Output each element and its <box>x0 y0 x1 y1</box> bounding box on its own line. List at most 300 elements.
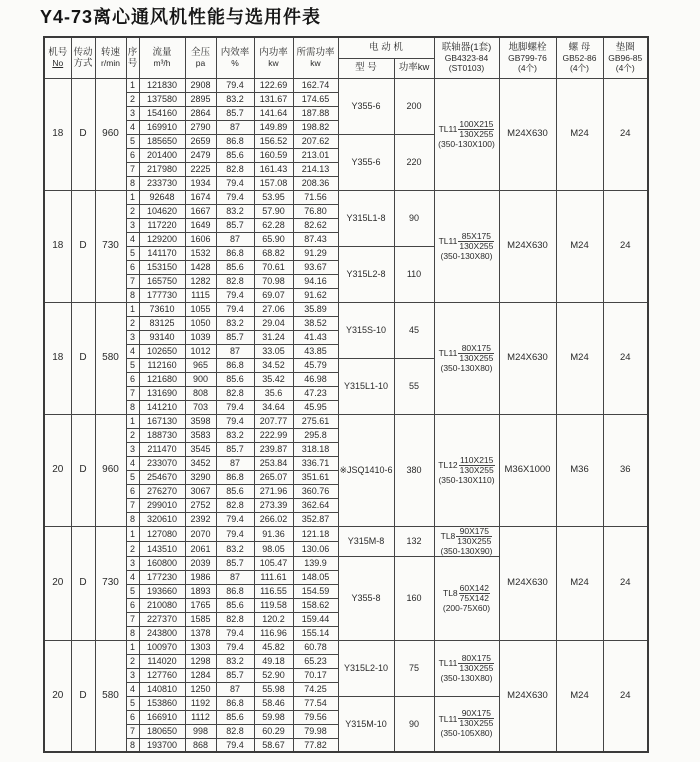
efficiency-cell: 85.7 <box>216 668 254 682</box>
header-inner-power-sub: kw <box>268 58 279 69</box>
machine-no-cell: 18 <box>44 78 71 190</box>
inner-power-cell: 271.96 <box>254 484 293 498</box>
seq-cell: 1 <box>126 414 139 428</box>
pressure-cell: 1050 <box>185 316 216 330</box>
header-seq <box>126 37 139 78</box>
header-efficiency-sub: % <box>231 58 239 69</box>
machine-no-cell: 18 <box>44 190 71 302</box>
pressure-cell: 3598 <box>185 414 216 428</box>
flow-cell: 166910 <box>139 710 185 724</box>
flow-cell: 129200 <box>139 232 185 246</box>
flow-cell: 254670 <box>139 470 185 484</box>
flow-cell: 188730 <box>139 428 185 442</box>
coupling-size-top: 80X175 <box>458 344 494 354</box>
pressure-cell: 1378 <box>185 626 216 640</box>
inner-power-cell: 70.98 <box>254 274 293 288</box>
flow-cell: 243800 <box>139 626 185 640</box>
required-power-cell: 352.87 <box>293 512 338 526</box>
required-power-cell: 148.05 <box>293 570 338 584</box>
pressure-cell: 2061 <box>185 541 216 556</box>
coupling-spec <box>435 456 499 475</box>
seq-cell: 5 <box>126 134 139 148</box>
pressure-cell: 1674 <box>185 190 216 204</box>
inner-power-cell: 161.43 <box>254 162 293 176</box>
efficiency-cell: 79.4 <box>216 176 254 190</box>
pressure-cell: 1428 <box>185 260 216 274</box>
coupling-size-top: 60X142 <box>459 582 489 593</box>
efficiency-cell: 87 <box>216 232 254 246</box>
inner-power-cell: 52.90 <box>254 668 293 682</box>
header-required-power-cn: 所需功率 <box>296 47 335 59</box>
inner-power-cell: 68.82 <box>254 246 293 260</box>
flow-cell: 92648 <box>139 190 185 204</box>
flow-cell: 227370 <box>139 612 185 626</box>
nut-cell: M24 <box>556 526 603 640</box>
pressure-cell: 1649 <box>185 218 216 232</box>
coupling-size-bottom: 130X255 <box>459 352 494 363</box>
header-washer-qty: (4个) <box>615 63 635 74</box>
flow-cell: 117220 <box>139 218 185 232</box>
header-motor: 电 动 机 <box>338 37 434 58</box>
flow-cell: 177230 <box>139 570 185 584</box>
nut-cell: M24 <box>556 302 603 414</box>
header-nut-cn: 螺 母 <box>568 42 591 54</box>
header-nut <box>556 37 603 78</box>
required-power-cell: 91.62 <box>293 288 338 302</box>
pressure-cell: 1585 <box>185 612 216 626</box>
inner-power-cell: 156.52 <box>254 134 293 148</box>
efficiency-cell: 79.4 <box>216 78 254 92</box>
coupling-cell <box>434 526 499 556</box>
required-power-cell: 74.25 <box>293 682 338 696</box>
flow-cell: 143510 <box>139 541 185 556</box>
seq-cell: 1 <box>126 190 139 204</box>
motor-model-cell: Y355-6 <box>338 78 394 134</box>
efficiency-cell: 79.4 <box>216 626 254 640</box>
coupling-type: TL11 <box>438 658 458 668</box>
inner-power-cell: 105.47 <box>254 556 293 570</box>
pressure-cell: 1192 <box>185 696 216 710</box>
coupling-spec <box>435 584 499 603</box>
inner-power-cell: 116.96 <box>254 626 293 640</box>
header-nut-qty: (4个) <box>570 63 589 74</box>
speed-cell: 580 <box>95 302 126 414</box>
drive-cell: D <box>71 526 95 640</box>
coupling-size-bottom: 130X255 <box>459 662 494 673</box>
seq-cell: 3 <box>126 106 139 120</box>
flow-cell: 169910 <box>139 120 185 134</box>
coupling-note: (350-130X100) <box>438 138 495 149</box>
flow-cell: 141170 <box>139 246 185 260</box>
header-inner-power-cn: 内功率 <box>259 47 288 59</box>
header-washer-std: GB96-85 <box>608 53 643 64</box>
motor-power-cell: 75 <box>394 640 434 696</box>
inner-power-cell: 55.98 <box>254 682 293 696</box>
header-motor-model: 型 号 <box>338 58 394 78</box>
inner-power-cell: 120.2 <box>254 612 293 626</box>
pressure-cell: 2479 <box>185 148 216 162</box>
seq-cell: 3 <box>126 668 139 682</box>
header-required-power-sub: kw <box>310 58 321 69</box>
inner-power-cell: 149.89 <box>254 120 293 134</box>
pressure-cell: 1667 <box>185 204 216 218</box>
inner-power-cell: 65.90 <box>254 232 293 246</box>
flow-cell: 167130 <box>139 414 185 428</box>
required-power-cell: 60.78 <box>293 640 338 654</box>
seq-cell: 6 <box>126 598 139 612</box>
inner-power-cell: 62.28 <box>254 218 293 232</box>
motor-power-cell: 55 <box>394 358 434 414</box>
pressure-cell: 1012 <box>185 344 216 358</box>
washer-cell: 24 <box>603 640 648 752</box>
pressure-cell: 1532 <box>185 246 216 260</box>
header-anchor-bolt-cn: 地脚螺栓 <box>508 42 547 54</box>
coupling-cell <box>434 302 499 414</box>
required-power-cell: 76.80 <box>293 204 338 218</box>
required-power-cell: 187.88 <box>293 106 338 120</box>
coupling-size-bottom: 130X255 <box>459 718 494 729</box>
seq-cell: 6 <box>126 710 139 724</box>
coupling-note: (350-130X80) <box>440 672 493 683</box>
required-power-cell: 35.89 <box>293 302 338 316</box>
header-required-power <box>293 37 338 78</box>
pressure-cell: 3583 <box>185 428 216 442</box>
inner-power-cell: 57.90 <box>254 204 293 218</box>
machine-no-cell: 20 <box>44 526 71 640</box>
pressure-cell: 2225 <box>185 162 216 176</box>
motor-model-cell: Y315M-8 <box>338 526 394 556</box>
pressure-cell: 1284 <box>185 668 216 682</box>
required-power-cell: 130.06 <box>293 541 338 556</box>
inner-power-cell: 91.36 <box>254 526 293 541</box>
coupling-cell <box>434 414 499 526</box>
pressure-cell: 3067 <box>185 484 216 498</box>
motor-power-cell: 90 <box>394 696 434 752</box>
coupling-size-bottom: 130X255 <box>457 535 492 546</box>
inner-power-cell: 29.04 <box>254 316 293 330</box>
inner-power-cell: 59.98 <box>254 710 293 724</box>
nut-cell: M24 <box>556 190 603 302</box>
coupling-spec <box>435 120 499 139</box>
pressure-cell: 1303 <box>185 640 216 654</box>
anchor-bolt-cell: M24X630 <box>499 302 556 414</box>
inner-power-cell: 116.55 <box>254 584 293 598</box>
motor-power-cell: 160 <box>394 556 434 640</box>
seq-cell: 4 <box>126 682 139 696</box>
pressure-cell: 1606 <box>185 232 216 246</box>
motor-model-cell: Y315M-10 <box>338 696 394 752</box>
efficiency-cell: 79.4 <box>216 302 254 316</box>
inner-power-cell: 58.46 <box>254 696 293 710</box>
coupling-size-bottom: 130X255 <box>459 128 494 139</box>
seq-cell: 6 <box>126 260 139 274</box>
inner-power-cell: 31.24 <box>254 330 293 344</box>
header-inner-power <box>254 37 293 78</box>
inner-power-cell: 98.05 <box>254 541 293 556</box>
coupling-size-bottom: 130X255 <box>459 464 494 475</box>
pressure-cell: 703 <box>185 400 216 414</box>
required-power-cell: 91.29 <box>293 246 338 260</box>
flow-cell: 180650 <box>139 724 185 738</box>
flow-cell: 121680 <box>139 372 185 386</box>
flow-cell: 177730 <box>139 288 185 302</box>
pressure-cell: 1765 <box>185 598 216 612</box>
efficiency-cell: 82.8 <box>216 724 254 738</box>
seq-cell: 7 <box>126 162 139 176</box>
inner-power-cell: 119.58 <box>254 598 293 612</box>
required-power-cell: 154.59 <box>293 584 338 598</box>
seq-cell: 7 <box>126 274 139 288</box>
flow-cell: 153860 <box>139 696 185 710</box>
motor-model-cell: Y355-6 <box>338 134 394 190</box>
machine-no-cell: 20 <box>44 414 71 526</box>
required-power-cell: 351.61 <box>293 470 338 484</box>
inner-power-cell: 111.61 <box>254 570 293 584</box>
efficiency-cell: 79.4 <box>216 640 254 654</box>
coupling-size-fraction <box>459 456 495 475</box>
anchor-bolt-cell: M24X630 <box>499 78 556 190</box>
coupling-type: TL11 <box>438 236 458 246</box>
coupling-cell <box>434 696 499 752</box>
coupling-type: TL11 <box>438 713 458 724</box>
speed-cell: 960 <box>95 414 126 526</box>
efficiency-cell: 85.6 <box>216 148 254 162</box>
machine-no-cell: 20 <box>44 640 71 752</box>
required-power-cell: 360.76 <box>293 484 338 498</box>
washer-cell: 24 <box>603 302 648 414</box>
efficiency-cell: 86.8 <box>216 584 254 598</box>
header-machine-no-cn: 机号 <box>48 47 68 59</box>
seq-cell: 8 <box>126 626 139 640</box>
flow-cell: 233730 <box>139 176 185 190</box>
efficiency-cell: 79.4 <box>216 526 254 541</box>
efficiency-cell: 86.8 <box>216 696 254 710</box>
coupling-cell <box>434 78 499 190</box>
seq-cell: 1 <box>126 78 139 92</box>
motor-power-cell: 220 <box>394 134 434 190</box>
seq-cell: 4 <box>126 344 139 358</box>
pressure-cell: 1934 <box>185 176 216 190</box>
speed-cell: 580 <box>95 640 126 752</box>
header-flow-cn: 流量 <box>152 47 172 59</box>
required-power-cell: 82.62 <box>293 218 338 232</box>
anchor-bolt-cell: M24X630 <box>499 526 556 640</box>
flow-cell: 160800 <box>139 556 185 570</box>
required-power-cell: 318.18 <box>293 442 338 456</box>
efficiency-cell: 85.7 <box>216 556 254 570</box>
motor-power-cell: 200 <box>394 78 434 134</box>
coupling-size-top: 100X215 <box>459 118 494 129</box>
pressure-cell: 1282 <box>185 274 216 288</box>
header-seq-cn2: 号 <box>127 57 138 69</box>
efficiency-cell: 79.4 <box>216 288 254 302</box>
efficiency-cell: 87 <box>216 682 254 696</box>
coupling-size-bottom: 75X142 <box>459 592 489 603</box>
flow-cell: 210080 <box>139 598 185 612</box>
header-coupling-cn: 联轴器(1套) <box>441 42 492 54</box>
pressure-cell: 2070 <box>185 526 216 541</box>
drive-cell: D <box>71 190 95 302</box>
pressure-cell: 1055 <box>185 302 216 316</box>
coupling-note: (200-75X60) <box>442 602 491 613</box>
coupling-type: TL12 <box>438 460 458 470</box>
washer-cell: 24 <box>603 78 648 190</box>
efficiency-cell: 79.4 <box>216 738 254 752</box>
speed-cell: 730 <box>95 526 126 640</box>
pressure-cell: 868 <box>185 738 216 752</box>
required-power-cell: 214.13 <box>293 162 338 176</box>
pressure-cell: 1039 <box>185 330 216 344</box>
pressure-cell: 2039 <box>185 556 216 570</box>
seq-cell: 2 <box>126 428 139 442</box>
efficiency-cell: 83.2 <box>216 316 254 330</box>
inner-power-cell: 141.64 <box>254 106 293 120</box>
required-power-cell: 155.14 <box>293 626 338 640</box>
efficiency-cell: 86.8 <box>216 470 254 484</box>
motor-model-cell: Y315L2-10 <box>338 640 394 696</box>
coupling-note: (350-105X80) <box>440 728 493 739</box>
motor-power-cell: 110 <box>394 246 434 302</box>
coupling-size-top: 80X175 <box>458 654 494 664</box>
coupling-cell <box>434 190 499 302</box>
flow-cell: 233070 <box>139 456 185 470</box>
seq-cell: 4 <box>126 456 139 470</box>
inner-power-cell: 70.61 <box>254 260 293 274</box>
efficiency-cell: 83.2 <box>216 654 254 668</box>
coupling-size-bottom: 130X255 <box>459 240 494 251</box>
efficiency-cell: 82.8 <box>216 386 254 400</box>
anchor-bolt-cell: M24X630 <box>499 190 556 302</box>
flow-cell: 217980 <box>139 162 185 176</box>
required-power-cell: 77.54 <box>293 696 338 710</box>
required-power-cell: 43.85 <box>293 344 338 358</box>
coupling-size-top: 90X175 <box>458 709 494 719</box>
required-power-cell: 139.9 <box>293 556 338 570</box>
motor-power-cell: 132 <box>394 526 434 556</box>
header-flow <box>139 37 185 78</box>
flow-cell: 104620 <box>139 204 185 218</box>
flow-cell: 100970 <box>139 640 185 654</box>
table-row <box>44 302 648 316</box>
seq-cell: 6 <box>126 148 139 162</box>
flow-cell: 73610 <box>139 302 185 316</box>
nut-cell: M24 <box>556 78 603 190</box>
flow-cell: 299010 <box>139 498 185 512</box>
inner-power-cell: 53.95 <box>254 190 293 204</box>
efficiency-cell: 87 <box>216 120 254 134</box>
header-machine-no <box>44 37 71 78</box>
inner-power-cell: 58.67 <box>254 738 293 752</box>
anchor-bolt-cell: M36X1000 <box>499 414 556 526</box>
efficiency-cell: 79.4 <box>216 414 254 428</box>
required-power-cell: 162.74 <box>293 78 338 92</box>
efficiency-cell: 85.6 <box>216 598 254 612</box>
inner-power-cell: 122.69 <box>254 78 293 92</box>
table-row <box>44 526 648 541</box>
efficiency-cell: 87 <box>216 456 254 470</box>
required-power-cell: 174.65 <box>293 92 338 106</box>
required-power-cell: 275.61 <box>293 414 338 428</box>
seq-cell: 2 <box>126 541 139 556</box>
motor-model-cell: Y315S-10 <box>338 302 394 358</box>
flow-cell: 276270 <box>139 484 185 498</box>
header-coupling <box>434 37 499 78</box>
pressure-cell: 1115 <box>185 288 216 302</box>
efficiency-cell: 86.8 <box>216 246 254 260</box>
seq-cell: 3 <box>126 218 139 232</box>
coupling-size-fraction <box>458 709 494 728</box>
header-pressure <box>185 37 216 78</box>
header-pressure-cn: 全压 <box>190 47 210 59</box>
flow-cell: 127760 <box>139 668 185 682</box>
required-power-cell: 121.18 <box>293 526 338 541</box>
pressure-cell: 2895 <box>185 92 216 106</box>
required-power-cell: 46.98 <box>293 372 338 386</box>
seq-cell: 3 <box>126 330 139 344</box>
inner-power-cell: 33.05 <box>254 344 293 358</box>
seq-cell: 1 <box>126 526 139 541</box>
header-anchor-bolt <box>499 37 556 78</box>
flow-cell: 131690 <box>139 386 185 400</box>
required-power-cell: 213.01 <box>293 148 338 162</box>
header-efficiency <box>216 37 254 78</box>
efficiency-cell: 87 <box>216 570 254 584</box>
inner-power-cell: 265.07 <box>254 470 293 484</box>
seq-cell: 4 <box>126 570 139 584</box>
seq-cell: 2 <box>126 654 139 668</box>
inner-power-cell: 34.52 <box>254 358 293 372</box>
header-machine-no-sub: No <box>52 58 64 69</box>
coupling-size-top: 85X175 <box>458 232 494 242</box>
header-coupling-note: (ST0103) <box>448 63 485 74</box>
pressure-cell: 2752 <box>185 498 216 512</box>
coupling-spec <box>435 654 499 673</box>
efficiency-cell: 83.2 <box>216 541 254 556</box>
table-row <box>44 190 648 204</box>
required-power-cell: 362.64 <box>293 498 338 512</box>
efficiency-cell: 83.2 <box>216 204 254 218</box>
motor-model-cell: Y315L1-10 <box>338 358 394 414</box>
machine-no-cell: 18 <box>44 302 71 414</box>
required-power-cell: 47.23 <box>293 386 338 400</box>
efficiency-cell: 86.8 <box>216 134 254 148</box>
header-drive-cn2: 方式 <box>73 57 93 69</box>
efficiency-cell: 87 <box>216 344 254 358</box>
efficiency-cell: 86.8 <box>216 358 254 372</box>
efficiency-cell: 85.7 <box>216 106 254 120</box>
required-power-cell: 336.71 <box>293 456 338 470</box>
required-power-cell: 158.62 <box>293 598 338 612</box>
efficiency-cell: 82.8 <box>216 274 254 288</box>
header-speed <box>95 37 126 78</box>
inner-power-cell: 160.59 <box>254 148 293 162</box>
motor-model-cell: Y315L1-8 <box>338 190 394 246</box>
header-anchor-bolt-std: GB799-76 <box>508 53 547 64</box>
required-power-cell: 41.43 <box>293 330 338 344</box>
inner-power-cell: 273.39 <box>254 498 293 512</box>
pressure-cell: 965 <box>185 358 216 372</box>
inner-power-cell: 27.06 <box>254 302 293 316</box>
header-seq-cn: 序 <box>127 46 138 58</box>
coupling-cell <box>434 640 499 696</box>
header-efficiency-cn: 内效率 <box>220 47 250 59</box>
inner-power-cell: 45.82 <box>254 640 293 654</box>
flow-cell: 112160 <box>139 358 185 372</box>
required-power-cell: 79.98 <box>293 724 338 738</box>
efficiency-cell: 85.6 <box>216 260 254 274</box>
pressure-cell: 1112 <box>185 710 216 724</box>
flow-cell: 193700 <box>139 738 185 752</box>
